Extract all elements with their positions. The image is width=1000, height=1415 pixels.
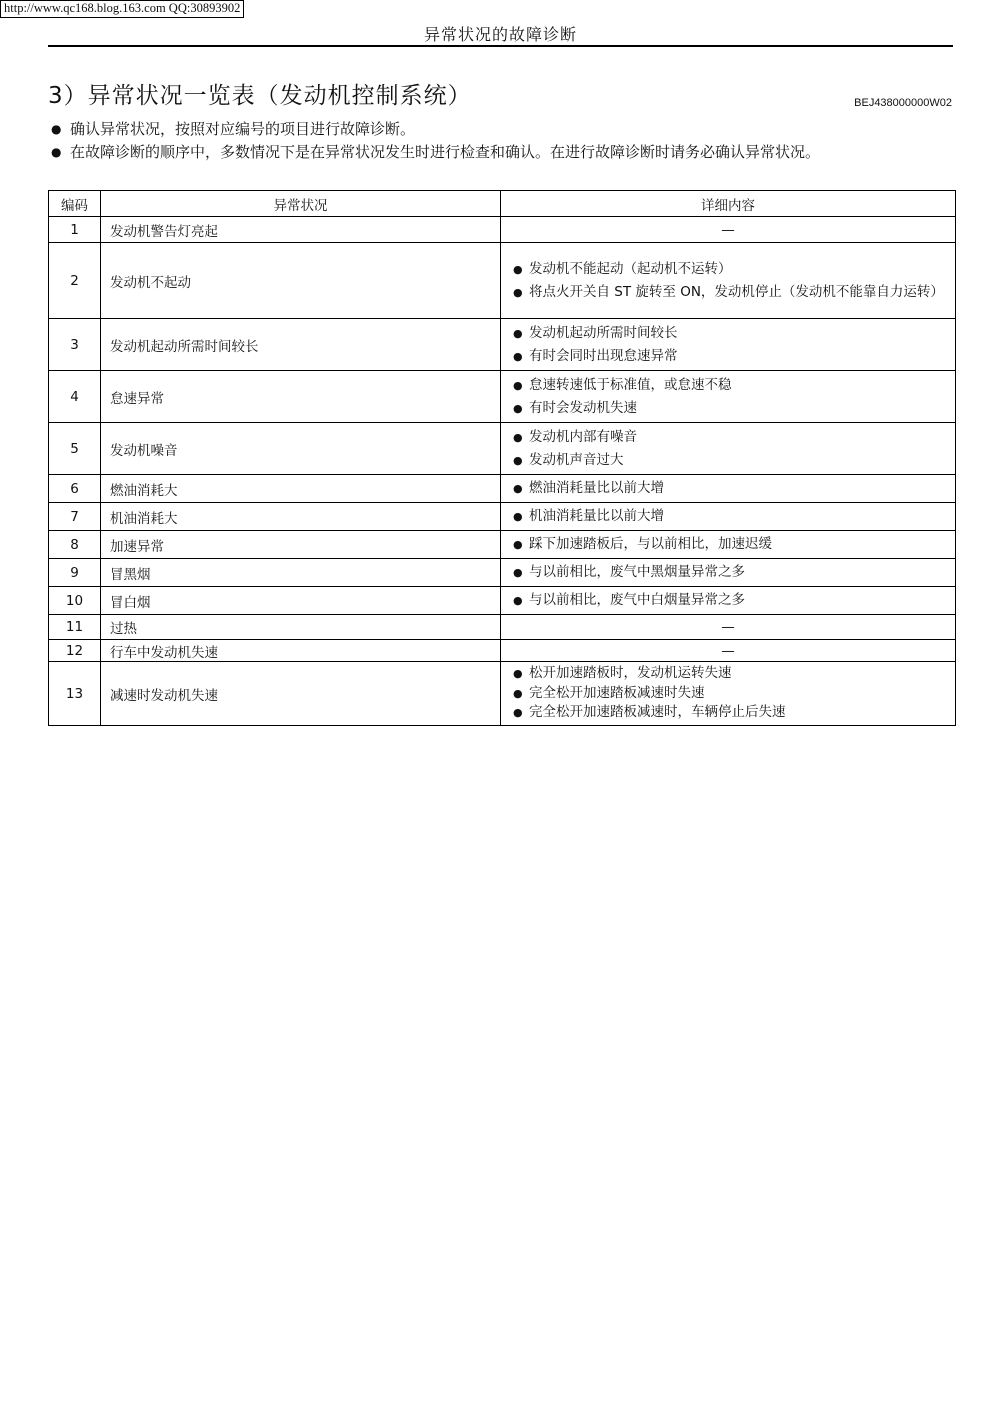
bullet-icon: ● bbox=[513, 482, 523, 495]
detail-list bbox=[501, 424, 955, 474]
row-symptom: 减速时发动机失速 bbox=[101, 662, 501, 726]
detail-list bbox=[501, 320, 955, 370]
detail-text: 发动机不能起动（起动机不运转） bbox=[529, 260, 732, 277]
bullet-icon: ● bbox=[513, 262, 523, 276]
row-detail bbox=[501, 243, 956, 319]
detail-text: 机油消耗量比以前大增 bbox=[529, 508, 664, 524]
row-symptom: 发动机噪音 bbox=[101, 423, 501, 475]
detail-list bbox=[501, 372, 955, 422]
bullet-icon: ● bbox=[513, 349, 523, 363]
intro-note bbox=[48, 141, 958, 164]
header-rule bbox=[48, 45, 953, 47]
detail-item bbox=[513, 703, 947, 723]
row-detail bbox=[501, 475, 956, 503]
row-num: 2 bbox=[49, 243, 101, 319]
detail-text: 松开加速踏板时，发动机运转失速 bbox=[529, 665, 732, 682]
running-header: 异常状况的故障诊断 bbox=[423, 25, 577, 44]
row-detail bbox=[501, 662, 956, 726]
row-symptom: 加速异常 bbox=[101, 531, 501, 559]
row-symptom: 燃油消耗大 bbox=[101, 475, 501, 503]
bullet-icon: ● bbox=[513, 667, 523, 681]
row-symptom: 发动机警告灯亮起 bbox=[101, 217, 501, 243]
bullet-icon: ● bbox=[513, 510, 523, 523]
header-symptom: 异常状况 bbox=[101, 191, 501, 217]
detail-item bbox=[513, 449, 947, 472]
detail-item bbox=[513, 477, 947, 500]
row-num: 11 bbox=[49, 615, 101, 640]
row-symptom: 冒黑烟 bbox=[101, 559, 501, 587]
detail-item bbox=[513, 258, 947, 281]
table-header-row bbox=[49, 191, 956, 217]
detail-item bbox=[513, 281, 947, 304]
bullet-icon: ● bbox=[513, 378, 523, 392]
detail-list bbox=[501, 503, 955, 530]
detail-item bbox=[513, 561, 947, 584]
bullet-icon: ● bbox=[513, 594, 523, 607]
row-symptom: 过热 bbox=[101, 615, 501, 640]
row-detail bbox=[501, 503, 956, 531]
table-row bbox=[49, 662, 956, 726]
row-num: 4 bbox=[49, 371, 101, 423]
empty-dash: — bbox=[721, 619, 735, 635]
row-detail bbox=[501, 531, 956, 559]
row-num: 12 bbox=[49, 640, 101, 662]
row-symptom: 行车中发动机失速 bbox=[101, 640, 501, 662]
bullet-icon: ● bbox=[51, 144, 62, 159]
header-detail: 详细内容 bbox=[501, 191, 956, 217]
row-detail bbox=[501, 615, 956, 640]
source-watermark: http://www.qc168.blog.163.com QQ:30893902 bbox=[0, 0, 244, 18]
detail-item bbox=[513, 505, 947, 528]
detail-item bbox=[513, 589, 947, 612]
detail-list bbox=[501, 531, 955, 558]
detail-text: 完全松开加速踏板减速时，车辆停止后失速 bbox=[529, 704, 786, 721]
detail-text: 燃油消耗量比以前大增 bbox=[529, 480, 664, 496]
detail-item bbox=[513, 426, 947, 449]
table-row bbox=[49, 503, 956, 531]
row-detail bbox=[501, 640, 956, 662]
detail-item bbox=[513, 322, 947, 345]
intro-notes bbox=[48, 118, 958, 163]
detail-text: 发动机声音过大 bbox=[529, 451, 624, 468]
row-detail bbox=[501, 319, 956, 371]
detail-item bbox=[513, 374, 947, 397]
detail-text: 有时会发动机失速 bbox=[529, 399, 637, 416]
table-body bbox=[49, 217, 956, 726]
row-num: 1 bbox=[49, 217, 101, 243]
detail-text: 怠速转速低于标准值，或怠速不稳 bbox=[529, 376, 732, 393]
row-num: 6 bbox=[49, 475, 101, 503]
bullet-icon: ● bbox=[513, 453, 523, 467]
table-row bbox=[49, 531, 956, 559]
intro-note bbox=[48, 118, 958, 141]
detail-text: 将点火开关自 ST 旋转至 ON，发动机停止（发动机不能靠自力运转） bbox=[529, 283, 944, 300]
table-row bbox=[49, 615, 956, 640]
row-detail bbox=[501, 423, 956, 475]
table-row bbox=[49, 640, 956, 662]
detail-text: 与以前相比，废气中白烟量异常之多 bbox=[529, 592, 745, 608]
detail-text: 发动机内部有噪音 bbox=[529, 428, 637, 445]
table-row bbox=[49, 217, 956, 243]
row-num: 7 bbox=[49, 503, 101, 531]
detail-item bbox=[513, 397, 947, 420]
row-num: 10 bbox=[49, 587, 101, 615]
row-symptom: 发动机不起动 bbox=[101, 243, 501, 319]
bullet-icon: ● bbox=[513, 686, 523, 700]
detail-list bbox=[501, 587, 955, 614]
intro-note-text: 确认异常状况，按照对应编号的项目进行故障诊断。 bbox=[70, 120, 416, 138]
table-row bbox=[49, 319, 956, 371]
detail-item bbox=[513, 684, 947, 704]
detail-list bbox=[501, 559, 955, 586]
detail-text: 发动机起动所需时间较长 bbox=[529, 324, 678, 341]
row-detail bbox=[501, 587, 956, 615]
detail-text: 有时会同时出现怠速异常 bbox=[529, 347, 678, 364]
detail-list bbox=[501, 662, 955, 725]
table-row bbox=[49, 587, 956, 615]
intro-note-text: 在故障诊断的顺序中，多数情况下是在异常状况发生时进行检查和确认。在进行故障诊断时请务必确认异常状况。 bbox=[70, 142, 821, 161]
detail-item bbox=[513, 664, 947, 684]
empty-dash: — bbox=[721, 221, 735, 238]
detail-list bbox=[501, 475, 955, 502]
row-detail bbox=[501, 217, 956, 243]
row-detail bbox=[501, 371, 956, 423]
row-num: 3 bbox=[49, 319, 101, 371]
document-code: BEJ438000000W02 bbox=[854, 97, 952, 109]
bullet-icon: ● bbox=[513, 430, 523, 444]
row-detail bbox=[501, 559, 956, 587]
bullet-icon: ● bbox=[51, 122, 62, 136]
bullet-icon: ● bbox=[513, 566, 523, 579]
header-num: 编码 bbox=[49, 191, 101, 217]
empty-dash: — bbox=[721, 642, 735, 659]
bullet-icon: ● bbox=[513, 706, 523, 720]
table-row bbox=[49, 371, 956, 423]
bullet-icon: ● bbox=[513, 285, 523, 299]
row-symptom: 机油消耗大 bbox=[101, 503, 501, 531]
table-row bbox=[49, 423, 956, 475]
detail-text: 踩下加速踏板后，与以前相比，加速迟缓 bbox=[529, 536, 772, 552]
row-symptom: 怠速异常 bbox=[101, 371, 501, 423]
bullet-icon: ● bbox=[513, 538, 523, 551]
bullet-icon: ● bbox=[513, 326, 523, 340]
table-row bbox=[49, 243, 956, 319]
detail-text: 与以前相比，废气中黑烟量异常之多 bbox=[529, 564, 745, 580]
section-title: 3）异常状况一览表（发动机控制系统） bbox=[48, 83, 472, 109]
detail-list bbox=[501, 256, 955, 306]
detail-item bbox=[513, 533, 947, 556]
row-symptom: 发动机起动所需时间较长 bbox=[101, 319, 501, 371]
bullet-icon: ● bbox=[513, 401, 523, 415]
row-num: 9 bbox=[49, 559, 101, 587]
row-num: 8 bbox=[49, 531, 101, 559]
symptom-table bbox=[48, 190, 956, 726]
row-symptom: 冒白烟 bbox=[101, 587, 501, 615]
detail-text: 完全松开加速踏板减速时失速 bbox=[529, 684, 705, 701]
table-row bbox=[49, 475, 956, 503]
row-num: 5 bbox=[49, 423, 101, 475]
detail-item bbox=[513, 345, 947, 368]
row-num: 13 bbox=[49, 662, 101, 726]
table-row bbox=[49, 559, 956, 587]
